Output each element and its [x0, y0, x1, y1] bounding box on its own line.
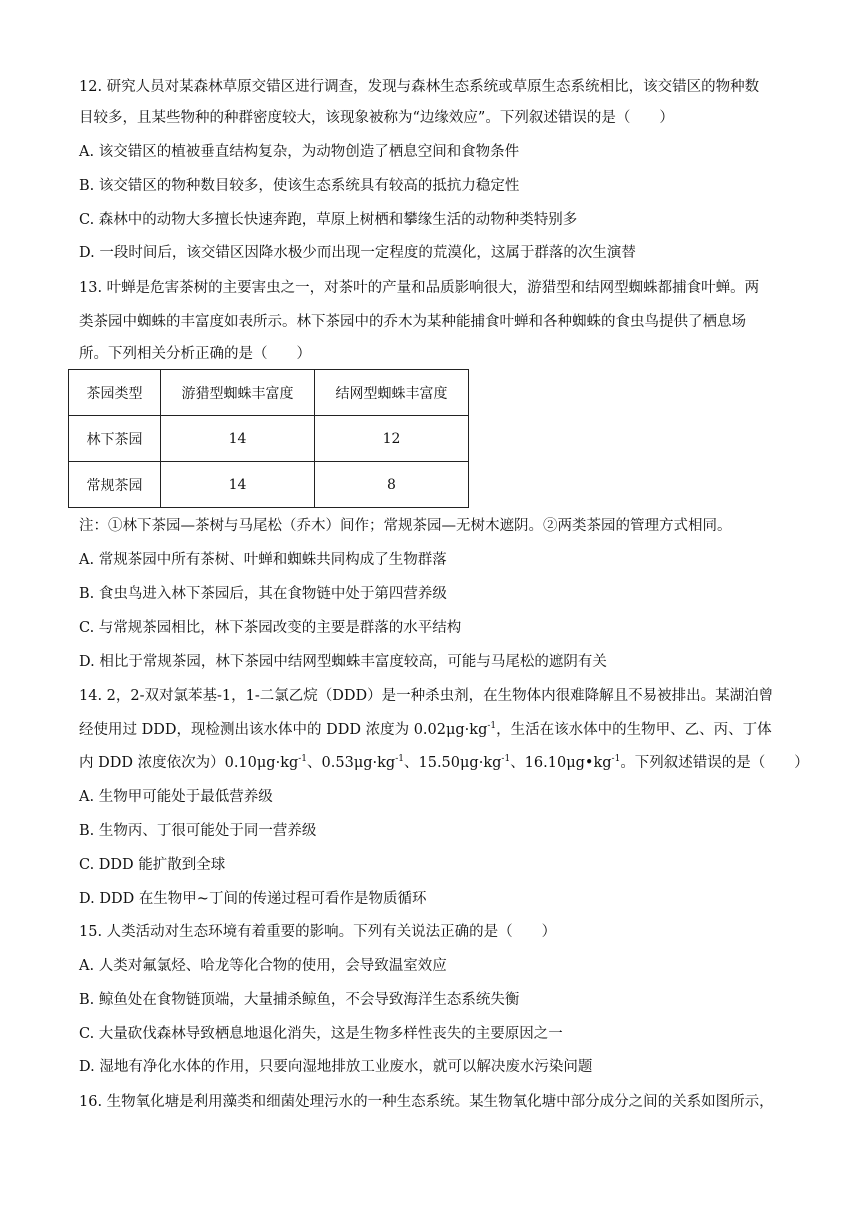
table-header-cell: 游猎型蜘蛛丰富度	[161, 370, 315, 416]
q15-option-c: C. 大量砍伐森林导致栖息地退化消失，这是生物多样性丧失的主要原因之一	[79, 1026, 563, 1042]
q15-option-d: D. 湿地有净化水体的作用，只要向湿地排放工业废水，就可以解决废水污染问题	[79, 1059, 593, 1075]
table-cell: 14	[161, 462, 315, 508]
q14-option-c: C. DDD 能扩散到全球	[79, 857, 226, 873]
q12-stem-line-2: 目较多，且某些物种的种群密度较大，该现象被称为“边缘效应”。下列叙述错误的是（ ）	[79, 110, 674, 126]
q12-option-a: A. 该交错区的植被垂直结构复杂，为动物创造了栖息空间和食物条件	[79, 144, 520, 160]
table-header-row	[69, 370, 469, 416]
q13-option-a: A. 常规茶园中所有茶树、叶蝉和蜘蛛共同构成了生物群落	[79, 552, 447, 568]
q13-option-b: B. 食虫鸟进入林下茶园后，其在食物链中处于第四营养级	[79, 586, 447, 602]
table-cell: 14	[161, 416, 315, 462]
table-cell: 常规茶园	[69, 462, 161, 508]
table-cell: 8	[315, 462, 469, 508]
q12-option-d: D. 一段时间后，该交错区因降水极少而出现一定程度的荒漠化，这属于群落的次生演替	[79, 245, 636, 261]
q14-stem-line-3: 内 DDD 浓度依次为）$0.10\mu g\cdot kg^{-1}$、$0.53\mu g\cdot kg^{-1}$、$15.50\mu g\cdot kg^{-1}$、$16.10\mu g•kg^{-1}$。下列叙述错误的是（ ）	[79, 754, 809, 771]
q12-option-b: B. 该交错区的物种数目较多，使该生态系统具有较高的抵抗力稳定性	[79, 178, 520, 194]
q13-option-c: C. 与常规茶园相比，林下茶园改变的主要是群落的水平结构	[79, 620, 462, 636]
q13-stem-line-1: 13. 叶蝉是危害茶树的主要害虫之一，对茶叶的产量和品质影响很大，游猎型和结网型蜘蛛都捕食叶蝉。两	[79, 280, 760, 296]
q13-stem-line-3: 所。下列相关分析正确的是（ ）	[79, 346, 311, 362]
q13-option-d: D. 相比于常规茶园，林下茶园中结网型蜘蛛丰富度较高，可能与马尾松的遮阴有关	[79, 654, 607, 670]
q15-stem: 15. 人类活动对生态环境有着重要的影响。下列有关说法正确的是（ ）	[79, 924, 557, 940]
table-row	[69, 416, 469, 462]
q13-table-note: 注：①林下茶园—茶树与马尾松（乔木）间作；常规茶园—无树木遮阴。②两类茶园的管理方式相同。	[79, 518, 732, 534]
table-header-cell: 茶园类型	[69, 370, 161, 416]
table-cell: 12	[315, 416, 469, 462]
spider-richness-table	[68, 369, 469, 508]
table-cell: 林下茶园	[69, 416, 161, 462]
q14-stem-line-1: 14. 2，2-双对氯苯基-1，1-二氯乙烷（DDD）是一种杀虫剂，在生物体内很难降解且不易被排出。某湖泊曾	[79, 688, 774, 704]
q16-stem-line-1: 16. 生物氧化塘是利用藻类和细菌处理污水的一种生态系统。某生物氧化塘中部分成分之间的关系如图所示，	[79, 1094, 774, 1110]
q14-option-a: A. 生物甲可能处于最低营养级	[79, 789, 273, 805]
table-header-cell: 结网型蜘蛛丰富度	[315, 370, 469, 416]
q13-stem-line-2: 类茶园中蜘蛛的丰富度如表所示。林下茶园中的乔木为某种能捕食叶蝉和各种蜘蛛的食虫鸟提供了栖息场	[79, 314, 746, 330]
q14-option-d: D. DDD 在生物甲~丁间的传递过程可看作是物质循环	[79, 891, 427, 907]
q12-option-c: C. 森林中的动物大多擅长快速奔跑，草原上树栖和攀缘生活的动物种类特别多	[79, 212, 578, 228]
q15-option-b: B. 鲸鱼处在食物链顶端，大量捕杀鲸鱼，不会导致海洋生态系统失衡	[79, 992, 520, 1008]
q14-option-b: B. 生物丙、丁很可能处于同一营养级	[79, 823, 317, 839]
q14-stem-line-2: 经使用过 DDD，现检测出该水体中的 DDD 浓度为 $0.02\mu g\cdot kg^{-1}$，生活在该水体中的生物甲、乙、丙、丁体	[79, 721, 772, 738]
table-row	[69, 462, 469, 508]
q15-option-a: A. 人类对氟氯烃、哈龙等化合物的使用，会导致温室效应	[79, 958, 447, 974]
q12-stem-line-1: 12. 研究人员对某森林草原交错区进行调查，发现与森林生态系统或草原生态系统相比，该交错区的物种数	[79, 79, 760, 95]
